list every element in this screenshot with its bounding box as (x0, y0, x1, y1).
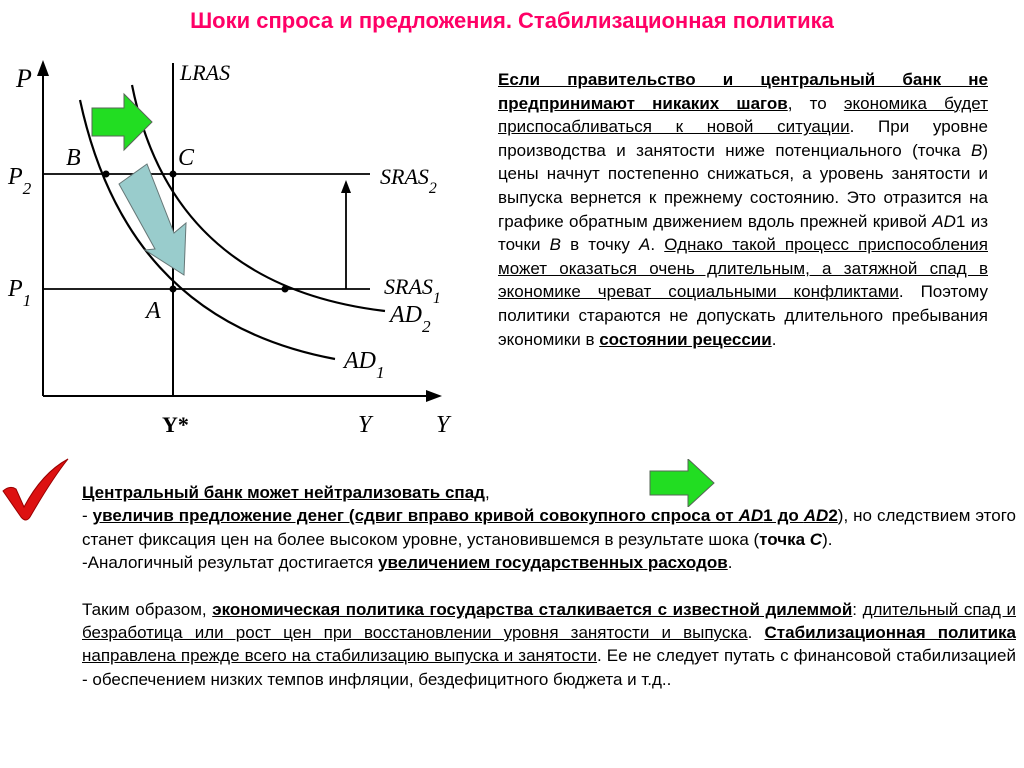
text-point-a: A (639, 235, 651, 255)
text-span: ) цены начнут постепенно снижаться, а уровень занятости и выпуска вернется к прежнему состоянию. Это отразится на графике обратным движением вдоль прежней кривой (498, 140, 988, 231)
text-money-supply: увеличив предложение денег (сдвиг вправо кривой совокупного спроса от (92, 506, 739, 526)
text-no-action: Если правительство и центральный банк не предпринимают никаких шагов (498, 70, 988, 113)
text-span: : (852, 599, 863, 619)
checkmark-icon (0, 455, 72, 525)
text-span: - (82, 506, 93, 526)
text-central-bank: Центральный банк может нейтрализовать спад (82, 483, 485, 502)
ad1-label: $AD_1$ (344, 348, 385, 382)
text-span: ). (822, 529, 833, 549)
ystar-label: Y* (162, 412, 189, 437)
sras1-label: $SRAS_1$ (384, 274, 441, 307)
policy-line-1 (82, 481, 1016, 504)
supply-shift-arrowhead (341, 180, 351, 193)
adjustment-paragraph (498, 68, 988, 351)
slide-title: Шоки спроса и предложения. Стабилизационная политика (190, 8, 834, 33)
point-b-label: B (66, 145, 81, 171)
dilemma-paragraph (82, 598, 1016, 692)
text-point-c: точка (759, 529, 810, 549)
lras-label: LRAS (180, 60, 231, 85)
text-span: . (747, 623, 765, 643)
text-point-b: B (549, 235, 561, 255)
point-a-dot (170, 286, 177, 293)
text-span: , то (787, 93, 844, 113)
text-recession-or-inflation: длительный спад и безработица или рост цен при восстановлении уровня занятости и выпуска (82, 599, 1016, 643)
p-axis-label: P (16, 64, 32, 93)
paragraph-gap (82, 575, 1016, 598)
text-stabilization-policy: Стабилизационная политика (764, 623, 1017, 643)
text-span: . (650, 235, 665, 255)
text-span: 2 (828, 506, 838, 526)
text-span: -Аналогичный результат достигается (82, 553, 379, 573)
text-ad: AD (803, 506, 829, 526)
text-span: , (484, 483, 490, 502)
text-point-b: B (970, 140, 983, 160)
text-adaptation: экономика будет приспосабливаться к новой ситуации (498, 93, 988, 137)
ad2-label: $AD_2$ (390, 302, 431, 336)
text-span: 1 из точки (498, 211, 988, 255)
text-dilemma: экономическая политика государства сталкивается с известной дилеммой (212, 599, 853, 619)
text-stabilization-aim: направлена прежде всего на стабилизацию выпуска и занятости (82, 646, 597, 666)
text-long-adjustment: Однако такой процесс приспособления может оказаться очень длительным, а затяжной спад в экономике чреват социальными конфликтами (498, 235, 988, 302)
point-b-dot (103, 171, 110, 178)
text-point-c-letter: C (809, 529, 823, 549)
text-span: 1 до (763, 506, 804, 526)
ad1-curve (80, 100, 335, 359)
text-span: . Поэтому политики стараются не допускать длительного пребывания экономики в (498, 282, 988, 349)
text-span: . (727, 553, 733, 573)
sras2-label: $SRAS_2$ (380, 164, 437, 197)
y-label-mid: Y (358, 412, 372, 438)
y-axis-label: Y (436, 412, 450, 438)
p-axis-arrowhead (37, 60, 49, 76)
text-span: . При уровне производства и занятости ниже потенциального (точка (498, 117, 988, 160)
ad2-sras1-dot (282, 286, 289, 293)
policy-line-2 (82, 504, 1016, 551)
point-c-label: C (178, 145, 195, 171)
policy-line-3 (82, 551, 1016, 574)
ad-as-graph (0, 55, 470, 445)
point-a-label: A (146, 298, 161, 324)
text-ad: AD (932, 211, 956, 231)
point-c-dot (170, 171, 177, 178)
text-span: Таким образом, (82, 599, 213, 619)
green-shift-arrow-icon (92, 94, 152, 150)
policy-text (82, 481, 1016, 691)
text-span: . Ее не следует путать с финансовой стабилизацией - обеспечением низких темпов инфляции, бездефицитного бюджета и т.д.. (82, 646, 1016, 689)
text-ad: AD (738, 506, 764, 526)
text-span: . (771, 329, 777, 349)
text-span: ), но следствием этого станет фиксация цен на более высоком уровне, установившемся в результате шока ( (82, 506, 1017, 549)
p2-label: $P_2$ (8, 164, 32, 198)
text-government-spending: увеличением государственных расходов (378, 553, 728, 573)
text-span: в точку (560, 235, 640, 255)
y-axis-arrowhead (426, 390, 442, 402)
text-recession: состоянии рецессии (599, 329, 772, 349)
p1-label: $P_1$ (8, 276, 32, 310)
